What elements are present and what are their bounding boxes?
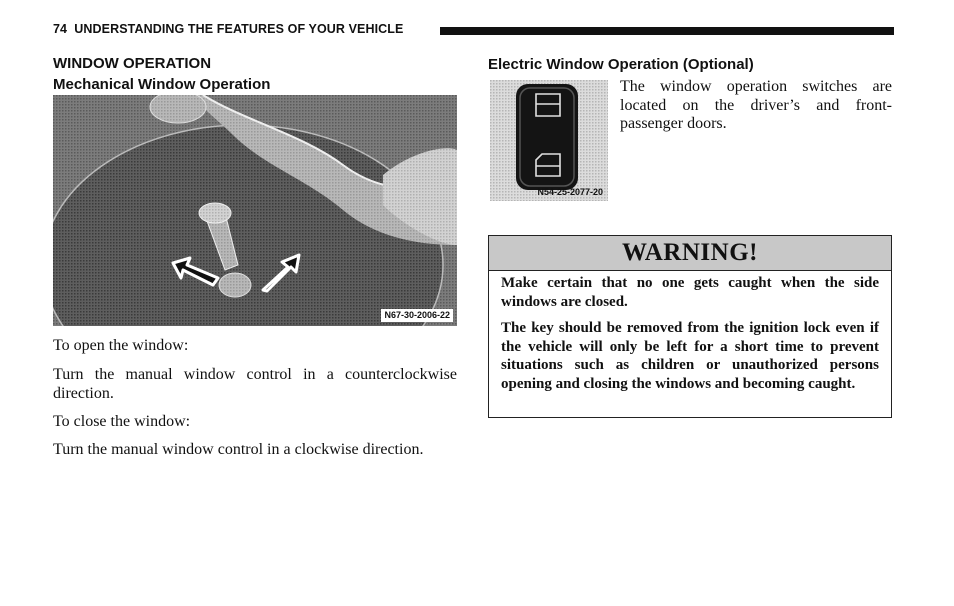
electric-window-description: The window operation switches are located on the driver’s and front-passenger doors. bbox=[620, 78, 892, 132]
window-operation-heading: WINDOW OPERATION bbox=[53, 55, 212, 72]
mechanical-window-subheading: Mechanical Window Operation bbox=[53, 76, 271, 93]
page-header bbox=[53, 22, 403, 36]
window-crank-illustration bbox=[53, 95, 457, 326]
mechanical-window-figure bbox=[53, 95, 457, 326]
figure-code-right: N54-25-2077-20 bbox=[537, 187, 603, 197]
warning-paragraph-1: Make certain that no one gets caught when the side windows are closed. bbox=[501, 275, 879, 310]
warning-title: WARNING! bbox=[489, 236, 891, 271]
close-window-label: To close the window: bbox=[53, 413, 191, 430]
open-window-instruction: Turn the manual window control in a counterclockwise direction. bbox=[53, 366, 457, 402]
close-window-instruction: Turn the manual window control in a clockwise direction. bbox=[53, 441, 424, 458]
header-rule bbox=[440, 27, 894, 35]
figure-code-left: N67-30-2006-22 bbox=[381, 309, 453, 322]
electric-window-heading: Electric Window Operation (Optional) bbox=[488, 56, 754, 73]
warning-box bbox=[488, 235, 892, 418]
warning-paragraph-2: The key should be removed from the ignition lock even if the vehicle will only be left for a short time to prevent situations such as children or unauthorized persons opening and closing the windows and becoming caught. bbox=[501, 320, 879, 392]
section-title: UNDERSTANDING THE FEATURES OF YOUR VEHICLE bbox=[74, 22, 404, 36]
open-window-label: To open the window: bbox=[53, 337, 189, 354]
window-switch-figure bbox=[490, 80, 608, 201]
window-switch-illustration bbox=[490, 80, 608, 201]
page-number: 74 bbox=[53, 22, 68, 36]
